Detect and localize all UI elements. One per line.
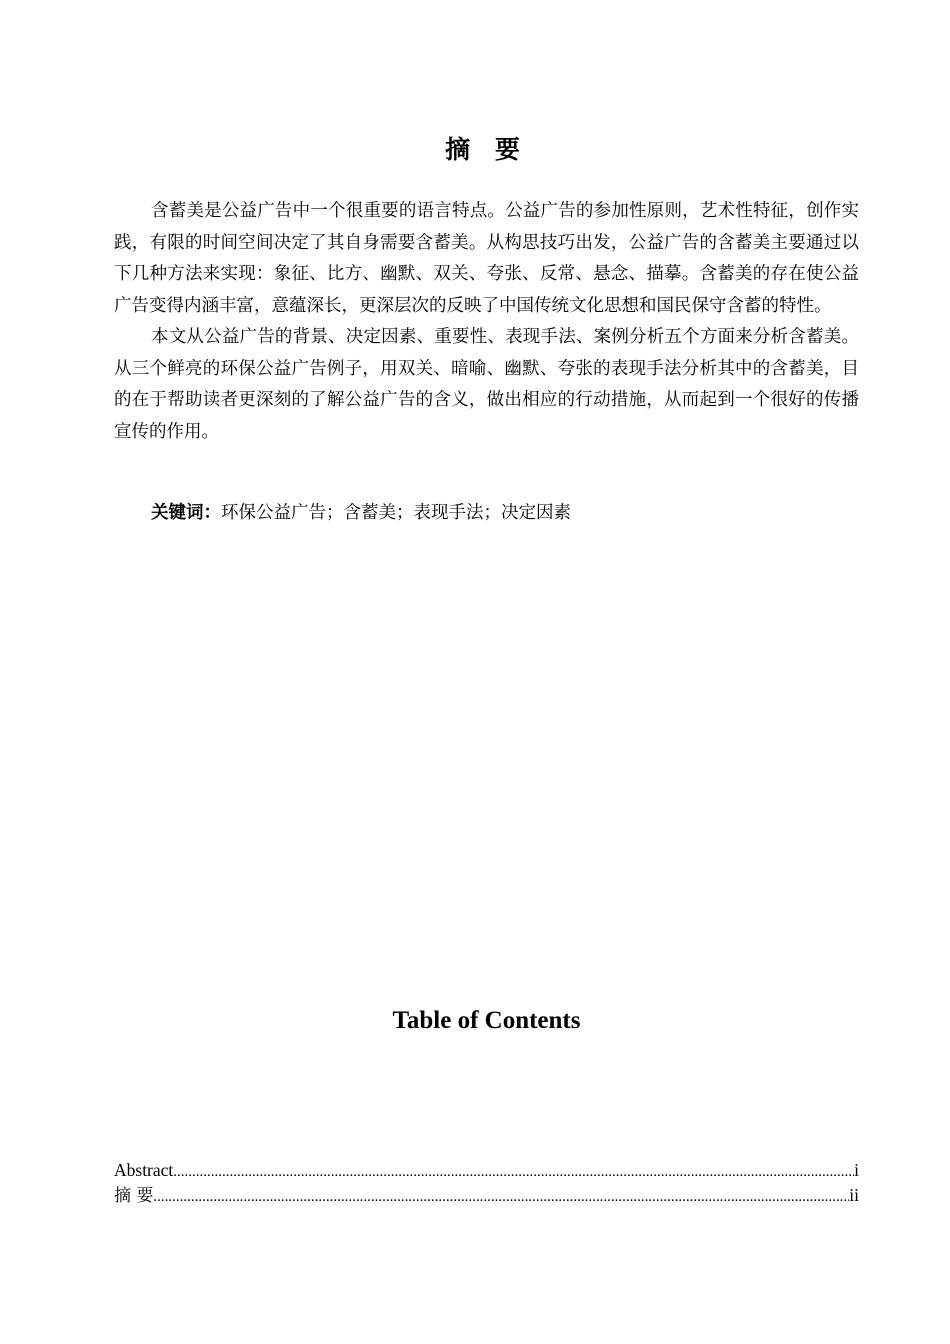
toc-entry-page[interactable]: i: [854, 1160, 859, 1180]
toc-entry-abstract[interactable]: [114, 1158, 859, 1183]
abstract-body: [114, 196, 859, 448]
toc-entry-zhaiyao[interactable]: [114, 1183, 859, 1208]
abstract-title: 摘 要: [445, 135, 528, 164]
toc-entry-label[interactable]: 摘 要: [114, 1186, 154, 1206]
toc-entry-label[interactable]: Abstract: [114, 1160, 174, 1180]
abstract-paragraph-2: 本文从公益广告的背景、决定因素、重要性、表现手法、案例分析五个方面来分析含蓄美。从三个鲜亮的环保公益广告例子，用双关、暗喻、幽默、夸张的表现手法分析其中的含蓄美，目的在于帮助读者更深刻的了解公益广告的含义，做出相应的行动措施，从而起到一个很好的传播宣传的作用。: [114, 327, 859, 442]
toc-entry-page[interactable]: ii: [849, 1185, 859, 1205]
keywords-line: [151, 497, 851, 529]
toc-dot-leader: [173, 1160, 854, 1183]
abstract-paragraph-1: 含蓄美是公益广告中一个很重要的语言特点。公益广告的参加性原则，艺术性特征，创作实践，有限的时间空间决定了其自身需要含蓄美。从构思技巧出发，公益广告的含蓄美主要通过以下几种方法来实现：象征、比方、幽默、双关、夸张、反常、悬念、描摹。含蓄美的存在使公益广告变得内涵丰富，意蕴深长，更深层次的反映了中国传统文化思想和国民保守含蓄的特性。: [114, 201, 859, 316]
toc-dot-leader: [153, 1185, 849, 1208]
keywords-text: 环保公益广告；含蓄美；表现手法；决定因素: [221, 503, 571, 523]
toc-list: [114, 1158, 859, 1208]
keywords-label: 关键词：: [151, 503, 221, 523]
toc-title: Table of Contents: [392, 1007, 581, 1034]
